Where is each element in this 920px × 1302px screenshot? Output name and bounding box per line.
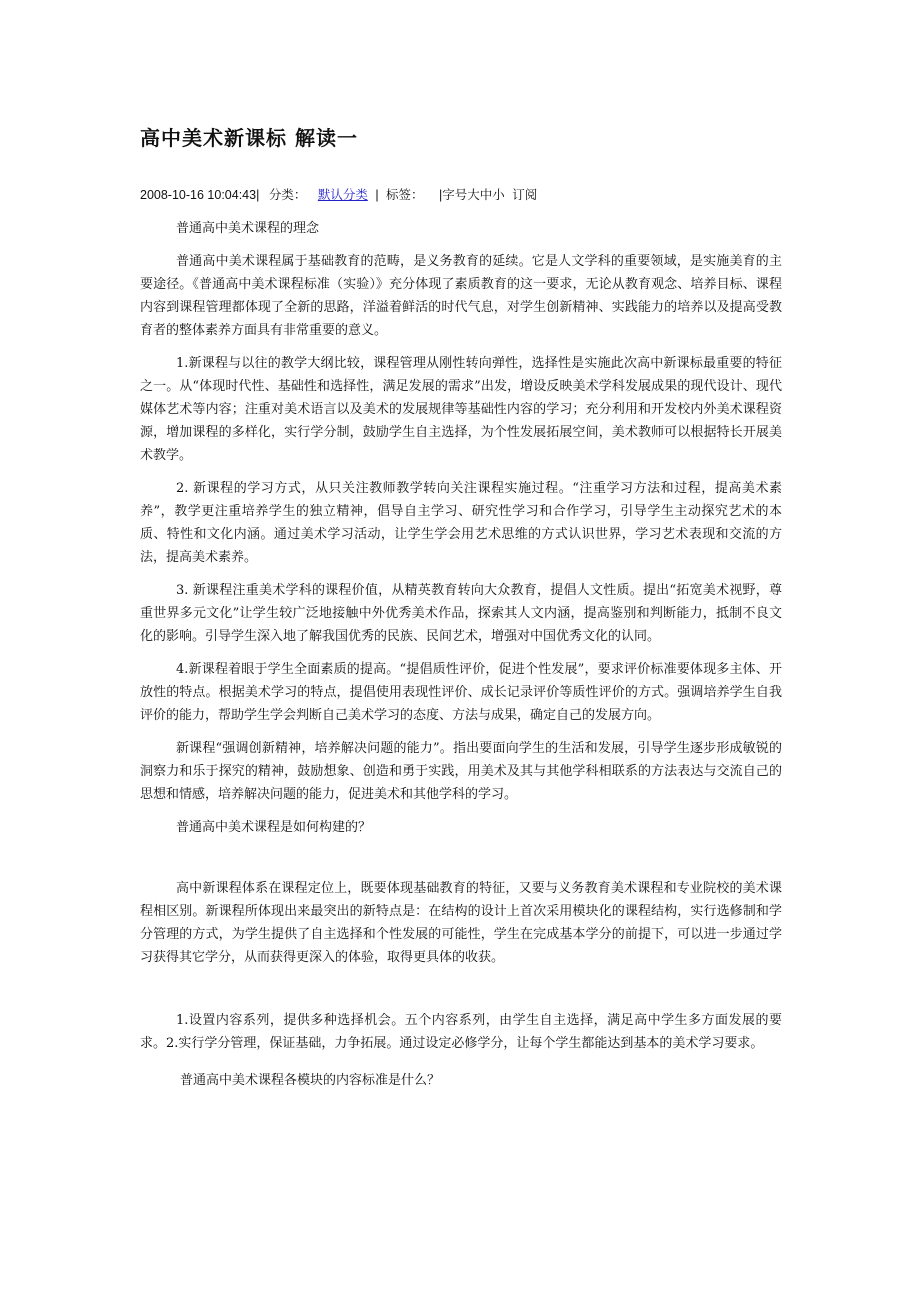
article-body [140,217,782,1102]
font-size-switch[interactable]: |字号大中小 [439,188,505,202]
section-heading: 普通高中美术课程各模块的内容标准是什么？ [180,1073,441,1088]
paragraph: 普通高中美术课程属于基础教育的范畴，是义务教育的延续。它是人文学科的重要领域，是实施美育的主要途径。《普通高中美术课程标准（实验）》充分体现了素质教育的这一要求，无论从教育观念、培养目标、课程内容到课程管理都体现了全新的思路，洋溢着鲜活的时代气息，对学生创新精神、实践能力的培养以及提高受教育者的整体素养方面具有非常重要的意义。 [140,254,782,338]
meta-separator: | [375,188,379,202]
subscribe-link[interactable]: 订阅 [512,188,538,202]
article-meta [140,185,537,203]
section-heading: 普通高中美术课程的理念 [176,221,320,236]
paragraph: 新课程“强调创新精神，培养解决问题的能力”。指出要面向学生的生活和发展，引导学生逐步形成敏锐的洞察力和乐于探究的精神，鼓励想象、创造和勇于实践，用美术及其与其他学科相联系的方法表达与交流自己的思想和情感，培养解决问题的能力，促进美术和其他学科的学习。 [140,741,782,802]
paragraph: 2. 新课程的学习方式，从只关注教师教学转向关注课程实施过程。“注重学习方法和过程，提高美术素养”，教学更注重培养学生的独立精神，倡导自主学习、研究性学习和合作学习，引导学生主动探究艺术的本质、特性和文化内涵。通过美术学习活动，让学生学会用艺术思维的方式认识世界，学习艺术表现和交流的方法，提高美术素养。 [140,481,782,565]
paragraph: 3. 新课程注重美术学科的课程价值，从精英教育转向大众教育，提倡人文性质。提出“拓宽美术视野，尊重世界多元文化”让学生较广泛地接触中外优秀美术作品，探索其人文内涵，提高鉴别和判断能力，抵制不良文化的影响。引导学生深入地了解我国优秀的民族、民间艺术，增强对中国优秀文化的认同。 [140,583,782,644]
section-heading: 普通高中美术课程是如何构建的？ [176,820,372,835]
category-link[interactable]: 默认分类 [317,188,368,202]
paragraph: 1.设置内容系列，提供多种选择机会。五个内容系列，由学生自主选择，满足高中学生多方面发展的要求。2.实行学分管理，保证基础，力争拓展。通过设定必修学分，让每个学生都能达到基本的美术学习要求。 [140,1013,782,1051]
paragraph: 1.新课程与以往的教学大纲比较，课程管理从刚性转向弹性，选择性是实施此次高中新课标最重要的特征之一。从“体现时代性、基础性和选择性，满足发展的需求”出发，增设反映美术学科发展成果的现代设计、现代媒体艺术等内容；注重对美术语言以及美术的发展规律等基础性内容的学习；充分利用和开发校内外美术课程资源，增加课程的多样化，实行学分制，鼓励学生自主选择，为个性发展拓展空间，美术教师可以根据特长开展美术教学。 [140,356,782,463]
article-title: 高中美术新课标 解读一 [140,126,358,150]
category-label: 分类： [268,188,307,202]
paragraph: 4.新课程着眼于学生全面素质的提高。“提倡质性评价，促进个性发展”，要求评价标准要体现多主体、开放性的特点。根据美术学习的特点，提倡使用表现性评价、成长记录评价等质性评价的方式。强调培养学生自我评价的能力，帮助学生学会判断自己美术学习的态度、方法与成果，确定自己的发展方向。 [140,662,782,723]
post-date: 2008-10-16 10:04:43| [140,188,260,202]
paragraph: 高中新课程体系在课程定位上，既要体现基础教育的特征，又要与义务教育美术课程和专业院校的美术课程相区别。新课程所体现出来最突出的新特点是：在结构的设计上首次采用模块化的课程结构，实行选修制和学分管理的方式，为学生提供了自主选择和个性发展的可能性，学生在完成基本学分的前提下，可以进一步通过学习获得其它学分，从而获得更深入的体验，取得更具体的收获。 [140,881,782,965]
tags-label: 标签： [386,188,424,202]
